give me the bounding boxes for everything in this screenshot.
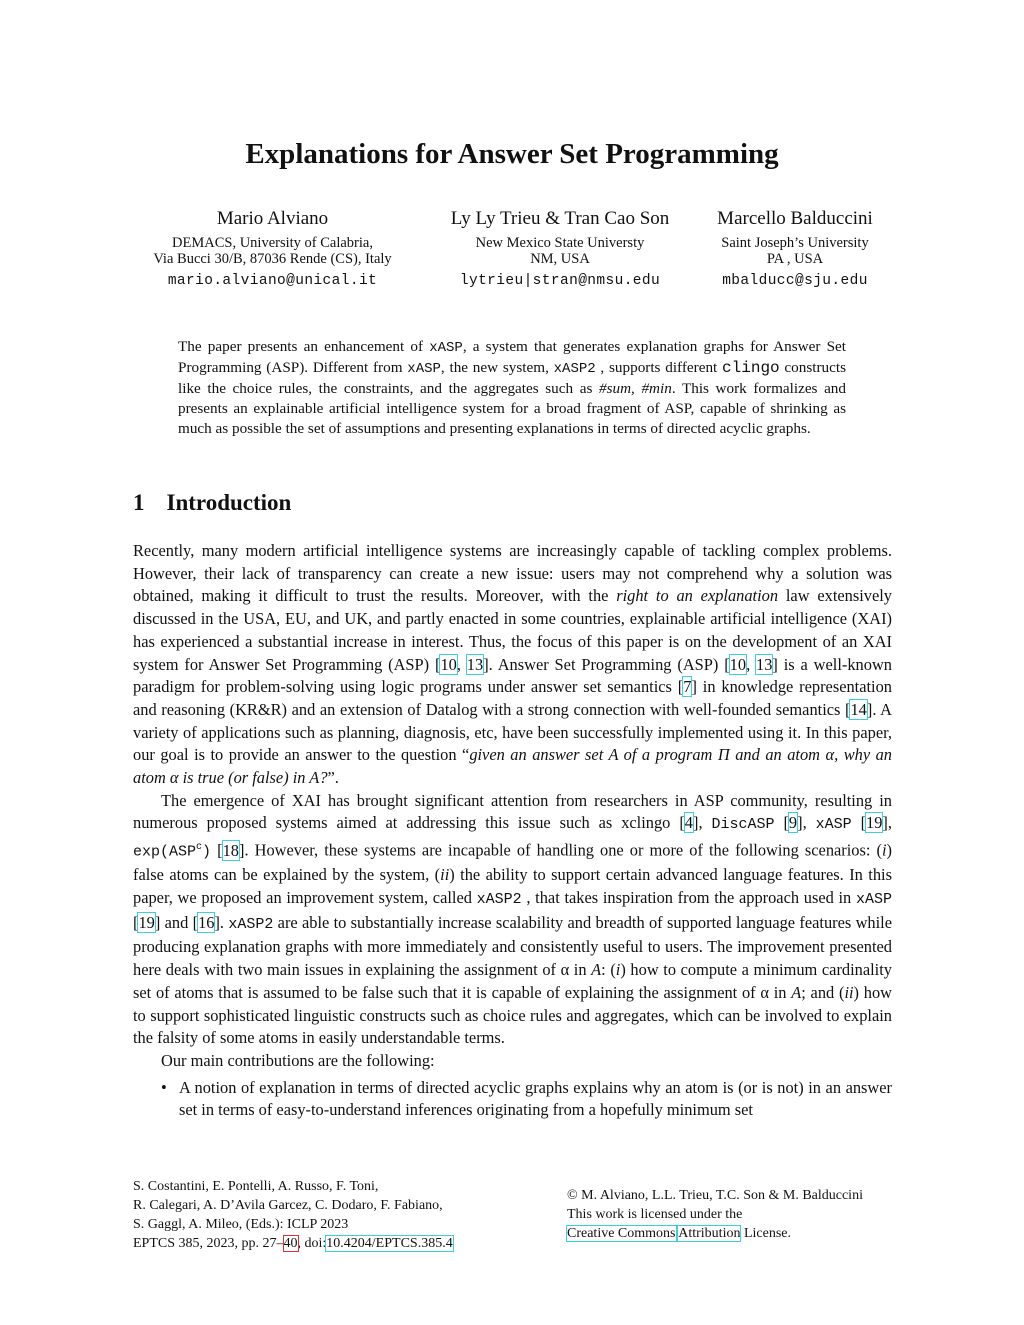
author-name: Mario Alviano [216, 208, 329, 229]
creative-commons-link[interactable]: Creative Commons [567, 1226, 676, 1241]
author-affiliation: DEMACS, University of Calabria, [172, 235, 373, 251]
doi-link[interactable]: 10.4204/EPTCS.385.4 [326, 1236, 453, 1251]
list-item: • A notion of explanation in terms of directed acyclic graphs explains why an atom is (or is not) in an answer set in terms of easy-to-understand inferences originating from a hopefully minimum set [161, 1077, 892, 1120]
citation-link[interactable]: 19 [866, 813, 883, 833]
paragraph: Recently, many modern artificial intelligence systems are increasingly capable of tackling complex problems. However, their lack of transparency can create a new issue: users may not comprehend why a solution was obtained, making it difficult to trust the results. Moreover, with the right to an explanation law extensively discussed in the USA, EU, and UK, and partly enacted in some countries, explainable artificial intelligence (XAI) has experienced a substantial increase in interest. Thus, the focus of this paper is on the development of an XAI system for Answer Set Programming (ASP) [10, 13]. Answer Set Programming (ASP) [10, 13] is a well-known paradigm for problem-solving using logic programs under answer set semantics [7] in knowledge representation and reasoning (KR&R) and an extension of Datalog with a strong connection with well-founded semantics [14]. A variety of applications such as planning, diagnosis, etc, have been successfully implemented using it. In this paper, our goal is to provide an answer to the question “given an answer set A of a program Π and an atom α, why an atom α is true (or false) in A?”. [133, 541, 892, 788]
attribution-link[interactable]: Attribution [678, 1226, 741, 1241]
citation-link[interactable]: 13 [756, 654, 773, 674]
citation-link[interactable]: 18 [222, 840, 239, 860]
author-block-1 [130, 208, 415, 289]
citation-link[interactable]: 9 [788, 813, 798, 833]
citation-link[interactable]: 14 [850, 699, 867, 719]
author-affiliation: Via Bucci 30/B, 87036 Rende (CS), Italy [153, 251, 392, 267]
citation-link[interactable]: 19 [138, 912, 155, 932]
author-affiliation: NM, USA [530, 251, 590, 267]
publication-info: S. Costantini, E. Pontelli, A. Russo, F. Toni, R. Calegari, A. D’Avila Garcez, C. Dodaro, F. Fabiano, S. Gaggl, A. Mileo, (Eds.): ICLP 2023 EPTCS 385, 2023, pp. 27–40, doi:10.4204/EPTCS.385.4 [133, 1179, 453, 1251]
contribution-list [133, 1077, 892, 1122]
body-text [133, 540, 892, 1122]
citation-link[interactable]: 4 [684, 813, 693, 833]
section-heading: 1 Introduction [133, 490, 292, 515]
abstract: The paper presents an enhancement of xASP, a system that generates explanation graphs for Answer Set Programming (ASP). Different from xASP, the new system, xASP2 , supports different clingo constructs like the choice rules, the constraints, and the aggregates such as #sum, #min. This work formalizes and presents an explainable artificial intelligence system for a broad fragment of ASP, capable of shrinking as much as possible the set of assumptions and presenting explanations in terms of directed acyclic graphs. [178, 338, 846, 437]
citation-link[interactable]: 16 [198, 912, 215, 932]
citation-link[interactable]: 10 [440, 654, 457, 674]
bullet-icon: • [161, 1077, 167, 1097]
citation-link[interactable]: 7 [683, 677, 692, 697]
paragraph: The emergence of XAI has brought significant attention from researchers in ASP community, resulting in numerous proposed systems aimed at addressing this issue such as xclingo [4], DiscASP [9], xASP [19], exp(ASP$^c$) [18]. However, these systems are incapable of handling one or more of the following scenarios: (i) false atoms can be explained by the system, (ii) the ability to support certain advanced language features. In this paper, we proposed an improvement system, called xASP2 , that takes inspiration from the approach used in xASP [19] and [16]. xASP2 are able to substantially increase scalability and breadth of supported language features while producing explanation graphs with more immediately and consistently useful to users. The improvement presented here deals with two main issues in explaining the assignment of α in A: (i) how to compute a minimum cardinality set of atoms that is assumed to be false such that it is capable of explaining the assignment of α in A; and (ii) how to support sophisticated linguistic constructs such as choice rules and aggregates, which can be involved to explain the falsity of some atoms in easily understandable terms. [133, 790, 892, 1048]
author-name: Marcello Balduccini [717, 208, 873, 229]
author-email: mbalducc@sju.edu [722, 273, 868, 289]
author-affiliation: Saint Joseph’s University [721, 235, 869, 251]
author-affiliation: PA , USA [766, 251, 824, 267]
author-email: lytrieu|stran@nmsu.edu [459, 273, 661, 289]
author-block-2 [420, 208, 700, 289]
paper-title: Explanations for Answer Set Programming [245, 138, 779, 170]
author-email: mario.alviano@unical.it [167, 273, 378, 289]
citation-link[interactable]: 10 [729, 654, 747, 674]
author-affiliation: New Mexico State Universty [475, 235, 645, 251]
paragraph: Our main contributions are the following: [161, 1050, 435, 1070]
citation-link[interactable]: 13 [466, 654, 484, 674]
author-block-3 [695, 208, 895, 289]
last-page-link[interactable]: 40 [283, 1236, 298, 1251]
author-name: Ly Ly Trieu & Tran Cao Son [450, 208, 670, 229]
license-info: © M. Alviano, L.L. Trieu, T.C. Son & M. Balduccini This work is licensed under the Creative Commons Attribution License. [567, 1188, 863, 1241]
